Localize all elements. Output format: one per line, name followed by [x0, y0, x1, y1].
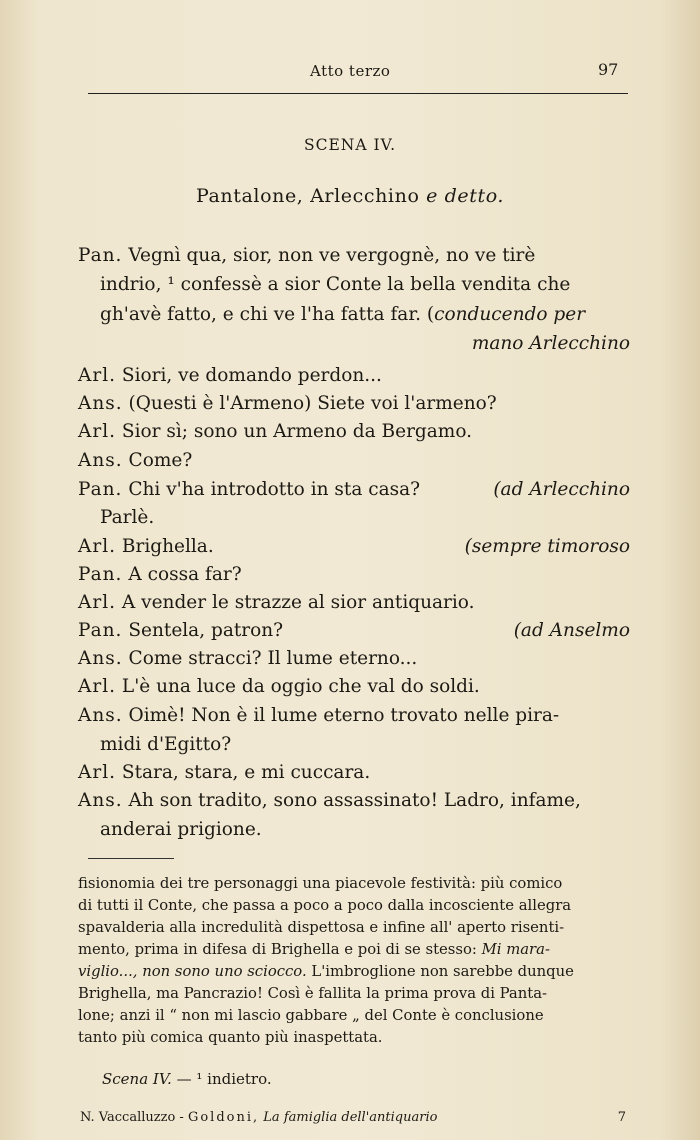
footnote-rule	[88, 858, 174, 859]
footnote-line: spavalderia alla incredulità dispettosa e infine all' aperto risenti-	[78, 919, 565, 936]
line-text: (Questi è l'Armeno) Siete voi l'armeno?	[128, 393, 497, 414]
footnote-line	[78, 961, 626, 983]
line-text: Sior sì; sono un Armeno da Bergamo.	[121, 421, 473, 442]
line-text: Ah son tradito, sono assassinato! Ladro, infame,	[128, 790, 581, 811]
footnote-line	[78, 939, 626, 961]
line-text: Vegnì qua, sior, non ve vergognè, no ve tirè	[128, 245, 536, 266]
scene-note-text: — ¹ indietro.	[176, 1070, 272, 1088]
line-text: Siori, ve domando perdon...	[121, 365, 382, 386]
dialogue-line	[78, 704, 630, 728]
header-rule	[88, 93, 628, 94]
scene-footnote	[102, 1070, 272, 1088]
footnote-italic: non sono uno sciocco.	[142, 963, 307, 980]
line-text: indrio, ¹ confessè a sior Conte la bella vendita che	[100, 274, 571, 295]
dialogue-line	[78, 761, 630, 785]
dialogue-line	[78, 420, 630, 444]
line-text: Oimè! Non è il lume eterno trovato nelle pira-	[128, 705, 560, 726]
scene-characters	[0, 185, 700, 207]
speaker: Ans.	[78, 450, 123, 471]
line-text: anderai prigione.	[100, 819, 262, 840]
line-text: Sentela, patron?	[128, 620, 284, 641]
line-text: midi d'Egitto?	[100, 734, 232, 755]
footnote-line: Brighella, ma Pancrazio! Così è fallita la prima prova di Panta-	[78, 985, 548, 1002]
speaker: Ans.	[78, 648, 123, 669]
dialogue-line	[78, 563, 630, 587]
speaker: Ans.	[78, 705, 123, 726]
dialogue-line	[78, 789, 630, 813]
speaker: Ans.	[78, 790, 123, 811]
speaker: Arl.	[78, 421, 117, 442]
stage-direction: conducendo per	[434, 304, 586, 325]
speaker: Ans.	[78, 393, 123, 414]
page-number: 97	[598, 60, 619, 79]
footnote-line: di tutti il Conte, che passa a poco a poco dalla incosciente allegra	[78, 897, 572, 914]
line-text: A cossa far?	[128, 564, 242, 585]
dialogue-line	[100, 506, 652, 530]
line-text: A vender le strazze al sior antiquario.	[121, 592, 475, 613]
stage-direction: mano Arlecchino	[471, 333, 630, 354]
footer-work: La famiglia dell'antiquario	[263, 1110, 438, 1125]
line-text: L'è una luce da oggio che val do soldi.	[121, 676, 480, 697]
speaker: Pan.	[78, 564, 123, 585]
footnote-text: mento, prima in difesa di Brighella e poi di se stesso:	[78, 941, 477, 958]
footnote-text: L'imbroglione non sarebbe dunque	[311, 963, 574, 980]
dialogue-line	[78, 244, 630, 268]
footer-separator: -	[179, 1110, 184, 1125]
characters-conjunction: e	[426, 185, 438, 207]
line-text: Chi v'ha introdotto in sta casa?	[128, 479, 421, 500]
page-footer	[80, 1110, 626, 1125]
dialogue-line	[78, 619, 630, 643]
line-text: gh'avè fatto, e chi ve l'ha fatta far. (	[100, 304, 435, 325]
footnote-italic: Mi mara-	[481, 941, 550, 958]
dialogue-line	[78, 392, 630, 416]
speaker: Pan.	[78, 245, 123, 266]
line-text: Brighella.	[121, 536, 214, 557]
dialogue-line	[78, 449, 630, 473]
characters-roman: Pantalone, Arlecchino	[195, 185, 420, 207]
speaker: Arl.	[78, 536, 117, 557]
line-text: Come?	[128, 450, 193, 471]
line-text: Parlè.	[100, 507, 155, 528]
dialogue-line	[100, 733, 652, 757]
speaker: Arl.	[78, 762, 117, 783]
speaker: Arl.	[78, 676, 117, 697]
scene-title: SCENA IV.	[303, 136, 396, 154]
line-text: Come stracci? Il lume eterno...	[128, 648, 418, 669]
speaker: Pan.	[78, 620, 123, 641]
footer-signature: 7	[617, 1110, 626, 1125]
speaker: Arl.	[78, 592, 117, 613]
dialogue-line	[100, 818, 652, 842]
dialogue-line	[100, 303, 630, 327]
footnote-italic: viglio...,	[78, 963, 138, 980]
footer-name: Goldoni,	[187, 1110, 260, 1125]
running-header: Atto terzo	[310, 62, 391, 80]
dialogue-line	[78, 591, 630, 615]
line-text: Stara, stara, e mi cuccara.	[121, 762, 371, 783]
dialogue-line	[78, 535, 630, 559]
stage-direction: (ad Anselmo	[513, 620, 630, 641]
dialogue-line	[100, 273, 630, 297]
footnote-line: tanto più comica quanto più inaspettata.	[78, 1029, 383, 1046]
dialogue-line	[78, 364, 630, 388]
footer-author: N. Vaccalluzzo	[80, 1110, 176, 1125]
footnote-line: fisionomia dei tre personaggi una piacevole festività: più comico	[78, 875, 563, 892]
stage-direction: (ad Arlecchino	[493, 479, 630, 500]
speaker: Arl.	[78, 365, 117, 386]
dialogue-line	[78, 675, 630, 699]
footnote-line: lone; anzi il “ non mi lascio gabbare „ del Conte è conclusione	[78, 1007, 544, 1024]
characters-italic: detto.	[444, 185, 505, 207]
dialogue-line	[78, 647, 630, 671]
scene-note-label: Scena IV.	[102, 1070, 172, 1088]
speaker: Pan.	[78, 479, 123, 500]
dialogue-line	[78, 478, 630, 502]
stage-direction: (sempre timoroso	[464, 536, 630, 557]
